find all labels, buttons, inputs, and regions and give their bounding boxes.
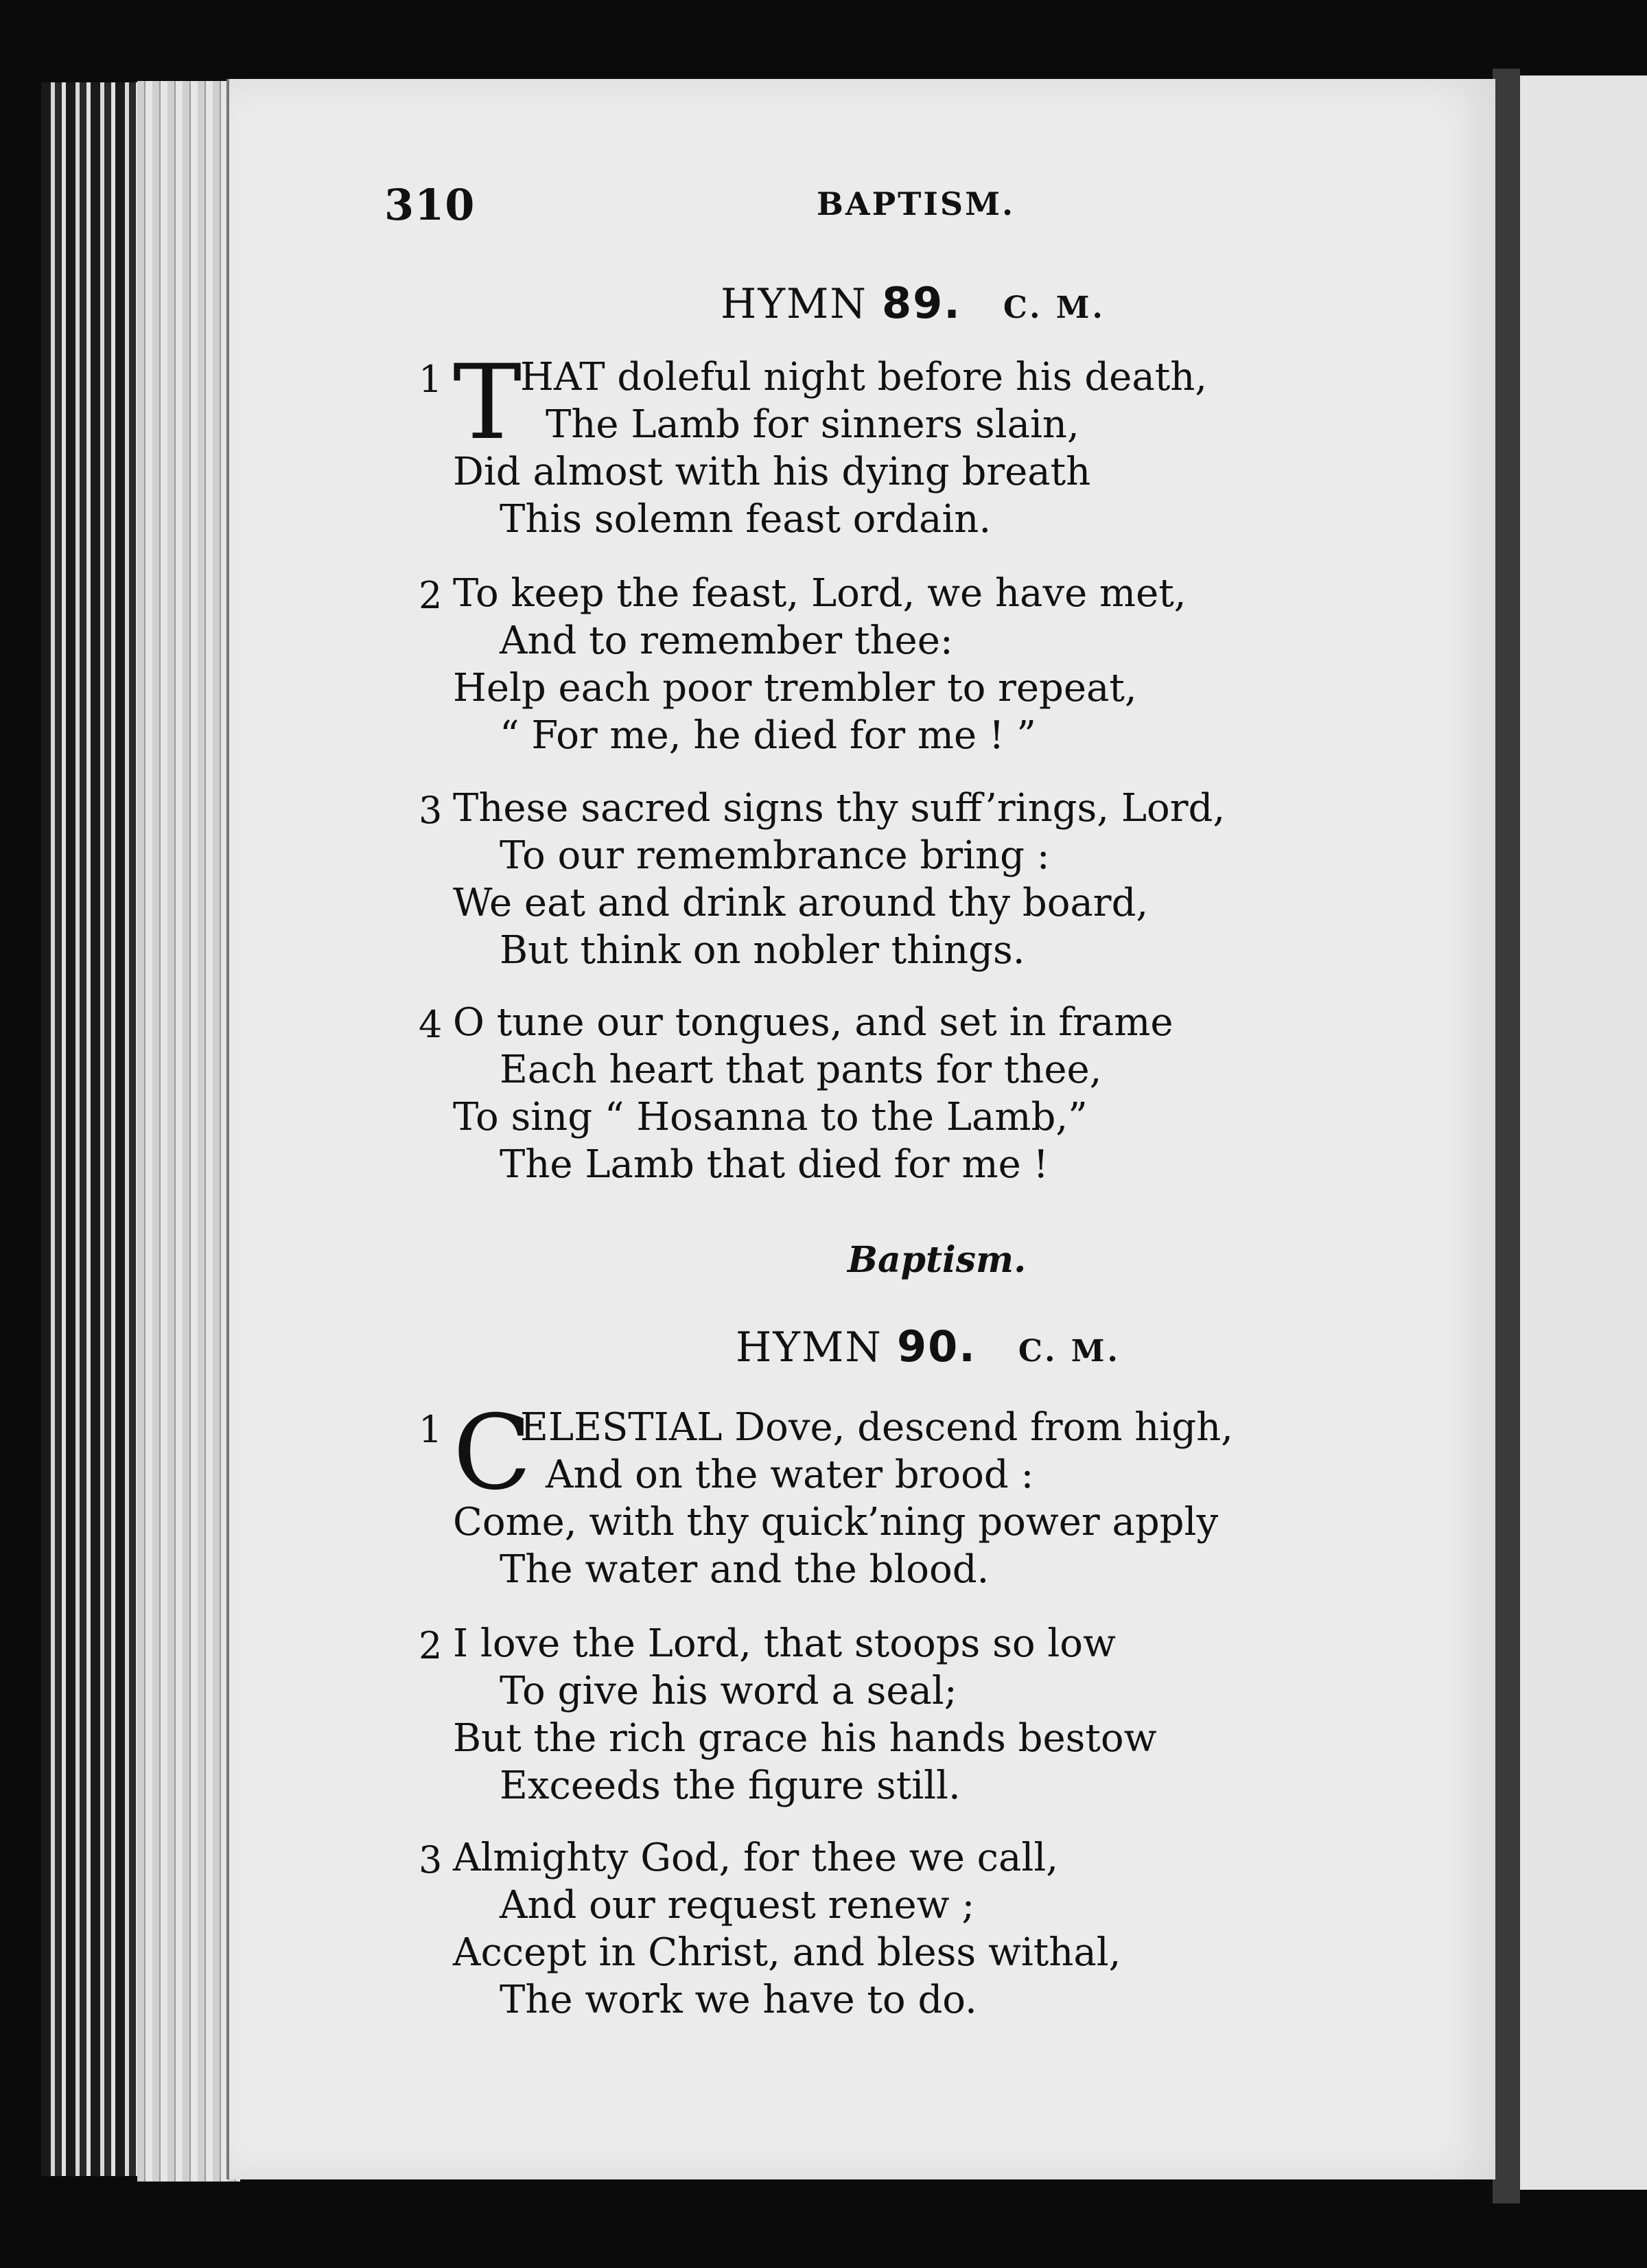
verse-line: Did almost with his dying breath <box>453 450 1091 494</box>
verse-line: Accept in Christ, and bless withal, <box>453 1930 1121 1975</box>
drop-cap: C <box>453 1393 532 1513</box>
verse-line: The Lamb that died for me ! <box>500 1142 1049 1187</box>
verse-line: And to remember thee: <box>500 618 953 663</box>
page-number: 310 <box>384 180 476 230</box>
stanza <box>419 999 1414 1188</box>
verse-line: To give his word a seal; <box>500 1669 957 1713</box>
verse-line: These sacred signs thy suff’rings, Lord, <box>453 786 1226 831</box>
facing-page <box>1520 76 1647 2190</box>
hymn-meter: C. M. <box>1018 1334 1121 1369</box>
verse-number: 1 <box>419 1408 443 1451</box>
hymn-word: HYMN <box>721 280 867 328</box>
verse-line: And on the water brood : <box>546 1453 1034 1497</box>
verse-line: The water and the blood. <box>500 1547 990 1592</box>
verse-number: 3 <box>419 1838 443 1882</box>
verse-line: But think on nobler things. <box>500 928 1025 973</box>
hymn-title <box>736 1321 1121 1372</box>
verse-line: To sing “ Hosanna to the Lamb,” <box>453 1095 1088 1139</box>
verse-number: 2 <box>419 574 443 617</box>
stanza <box>419 1834 1414 2024</box>
running-head <box>384 180 1414 228</box>
verse-line: Come, with thy quick’ning power apply <box>453 1500 1219 1544</box>
hymn-number: 90. <box>896 1321 977 1372</box>
page-edges-light <box>137 81 240 2182</box>
verse-line: O tune our tongues, and set in frame <box>453 1000 1173 1045</box>
stanza <box>419 785 1414 974</box>
stanza <box>419 1393 1414 1593</box>
verse-line: We eat and drink around thy board, <box>453 881 1149 925</box>
section-label: Baptism. <box>848 1239 1027 1281</box>
hymn-number: 89. <box>881 278 961 328</box>
verse-line: The Lamb for sinners slain, <box>546 402 1079 447</box>
stanza <box>419 570 1414 759</box>
verse-line: ELESTIAL Dove, descend from high, <box>520 1405 1233 1450</box>
verse-line: This solemn feast ordain. <box>500 497 992 542</box>
verse-number: 2 <box>419 1624 443 1667</box>
verse-line: And our request renew ; <box>500 1883 975 1928</box>
verse-line: Each heart that pants for thee, <box>500 1048 1102 1092</box>
verse-line: Help each poor trembler to repeat, <box>453 666 1137 710</box>
stanza <box>419 343 1414 543</box>
verse-line: Exceeds the figure still. <box>500 1763 961 1808</box>
hymn-meter: C. M. <box>1003 290 1106 325</box>
verse-line: The work we have to do. <box>500 1978 977 2022</box>
book-gutter <box>1493 69 1520 2203</box>
verse-line: To keep the feast, Lord, we have met, <box>453 571 1187 616</box>
verse-line: I love the Lord, that stoops so low <box>453 1621 1116 1666</box>
verse-line: Almighty God, for thee we call, <box>453 1836 1059 1880</box>
stanza <box>419 1620 1414 1809</box>
verse-number: 3 <box>419 789 443 832</box>
verse-line: To our remembrance bring : <box>500 833 1050 878</box>
drop-cap: T <box>453 343 522 463</box>
verse-number: 4 <box>419 1003 443 1046</box>
verse-number: 1 <box>419 358 443 401</box>
verse-line: HAT doleful night before his death, <box>520 355 1208 400</box>
verse-line: But the rich grace his hands bestow <box>453 1716 1157 1761</box>
verse-line: “ For me, he died for me ! ” <box>500 713 1036 758</box>
hymn-title <box>721 278 1106 328</box>
hymn-word: HYMN <box>736 1323 883 1372</box>
page-heading: BAPTISM. <box>817 185 1016 222</box>
